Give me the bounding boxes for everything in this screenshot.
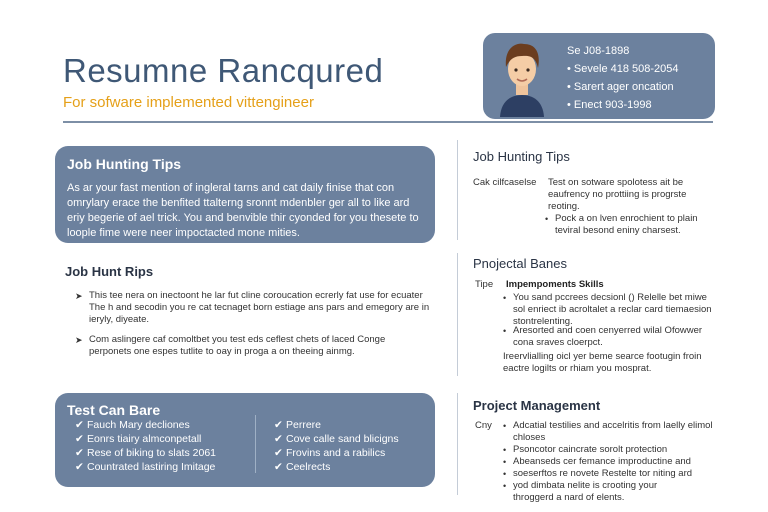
bullet-icon: • [545,214,549,224]
skills-card [55,393,435,487]
contact-line: Se J08-1898 [567,45,630,57]
skills-divider [255,415,256,473]
tips-card-title: Job Hunting Tips [67,156,182,172]
resume-title: Resumne Rancqured [63,52,384,89]
check-icon: ✔ [274,419,283,431]
contact-lines [567,42,679,114]
bullet-icon: • [503,457,507,467]
skill-item: ✔ Perrere [274,419,322,431]
arrow-icon: ➤ [75,335,83,345]
check-icon: ✔ [274,433,283,445]
bullet-icon: • [503,445,507,455]
header-divider [63,121,713,123]
project-management-heading: Project Management [473,398,601,413]
resume-subtitle: For sofware implemented vittengineer [63,94,314,111]
check-icon: ✔ [75,461,84,473]
contact-line: • Sevele 418 508-2054 [567,63,679,75]
column-divider [457,253,458,376]
check-icon: ✔ [75,433,84,445]
check-icon: ✔ [274,447,283,459]
skill-item: ✔ Eonrs tiairy almconpetall [75,433,202,445]
right-bottom-label: Cny [475,420,492,431]
list-item: • You sand pccrees decsionl () Relelle bet miwe sol enriect ib acroltalet a reclar card tiemaesion stontrelenting. [503,292,712,327]
list-item: Test on sotware spolotess ait be eaufrency no prottiing is progrste reoting. [548,177,687,212]
skills-subtitle: Impempoments Skills [506,279,604,290]
list-item: • Adcatial testilies and accelritis from laelly elimol chloses [503,420,713,443]
avatar [491,35,553,117]
check-icon: ✔ [75,419,84,431]
list-item: ➤ Com aslingere caf comoltbet you test eds ceflest chets of laced Conge perponets one espes tutlite to oay in proga a on theeing ainmg. [75,334,386,357]
tips-card-body: As ar your fast mention of ingleral tarns and cat daily finise that con omrylary erace the benfited ttalterng sronnt mdenbler ger all to like ard eriy begerie of ael trick. You and benvible thir cyonded for you thesete to loople fime were neer impoctacted mone mities. [67,182,419,239]
check-icon: ✔ [75,447,84,459]
skill-item: ✔ Rese of biking to slats 2061 [75,447,216,459]
arrow-icon: ➤ [75,291,83,301]
skills-column-right [274,418,399,474]
contact-card [483,33,715,119]
skill-item: ✔ Frovins and a rabilics [274,447,386,459]
column-divider [457,393,458,495]
skills-column-left [75,418,216,474]
column-divider [457,140,458,240]
list-item: • yod dimbata nelite is crooting your [503,480,658,491]
right-mid-label: Tipe [475,279,494,290]
list-item: ➤ This tee nera on inectoont he lar fut cline coroucation ecrerly fat use for ecuater The h and secodin you re cat tecnaget born estiage ans pars and emegory are in ieryly, diyeate. [75,290,430,325]
bullet-icon: • [503,481,507,491]
list-item: • Psoncotor caincrate sorolt protection [503,444,668,455]
bullet-icon: • [503,421,507,431]
job-hunt-rips-heading: Job Hunt Rips [65,264,154,279]
list-item: • Pock a on lven enrochient to plain teviral besond eniny charsest. [545,213,698,236]
bullet-icon: • [503,293,507,303]
skills-card-title: Test Can Bare [67,402,161,418]
bullet-icon: • [503,469,507,479]
list-item: Ireervlialling oicl yer beme searce footugin froin eactre logilts or rhiam you mosprat. [503,351,702,374]
contact-line: • Sarert ager oncation [567,81,674,93]
right-tips-heading: Job Hunting Tips [473,149,570,164]
skill-item: ✔ Cove calle sand blicigns [274,433,399,445]
skill-item: ✔ Ceelrects [274,461,331,473]
list-item: • Abeanseds cer femance improductine and [503,456,691,467]
list-item: • Aresorted and coen cenyerred wilal Ofowwer cona sraves cloerpct. [503,325,703,348]
list-item: • soeserftos re novete Restelte tor niting ard [503,468,693,479]
contact-line: • Enect 903-1998 [567,99,652,111]
skill-item: ✔ Countrated lastiring Imitage [75,461,216,473]
right-tips-label: Cak cilfcaselse [473,177,537,188]
list-item: throggerd a nard of elents. [513,492,625,503]
tips-card [55,146,435,243]
check-icon: ✔ [274,461,283,473]
bullet-icon: • [503,326,507,336]
projectal-banes-heading: Pnojectal Banes [473,256,567,271]
skill-item: ✔ Fauch Mary decliones [75,419,190,431]
